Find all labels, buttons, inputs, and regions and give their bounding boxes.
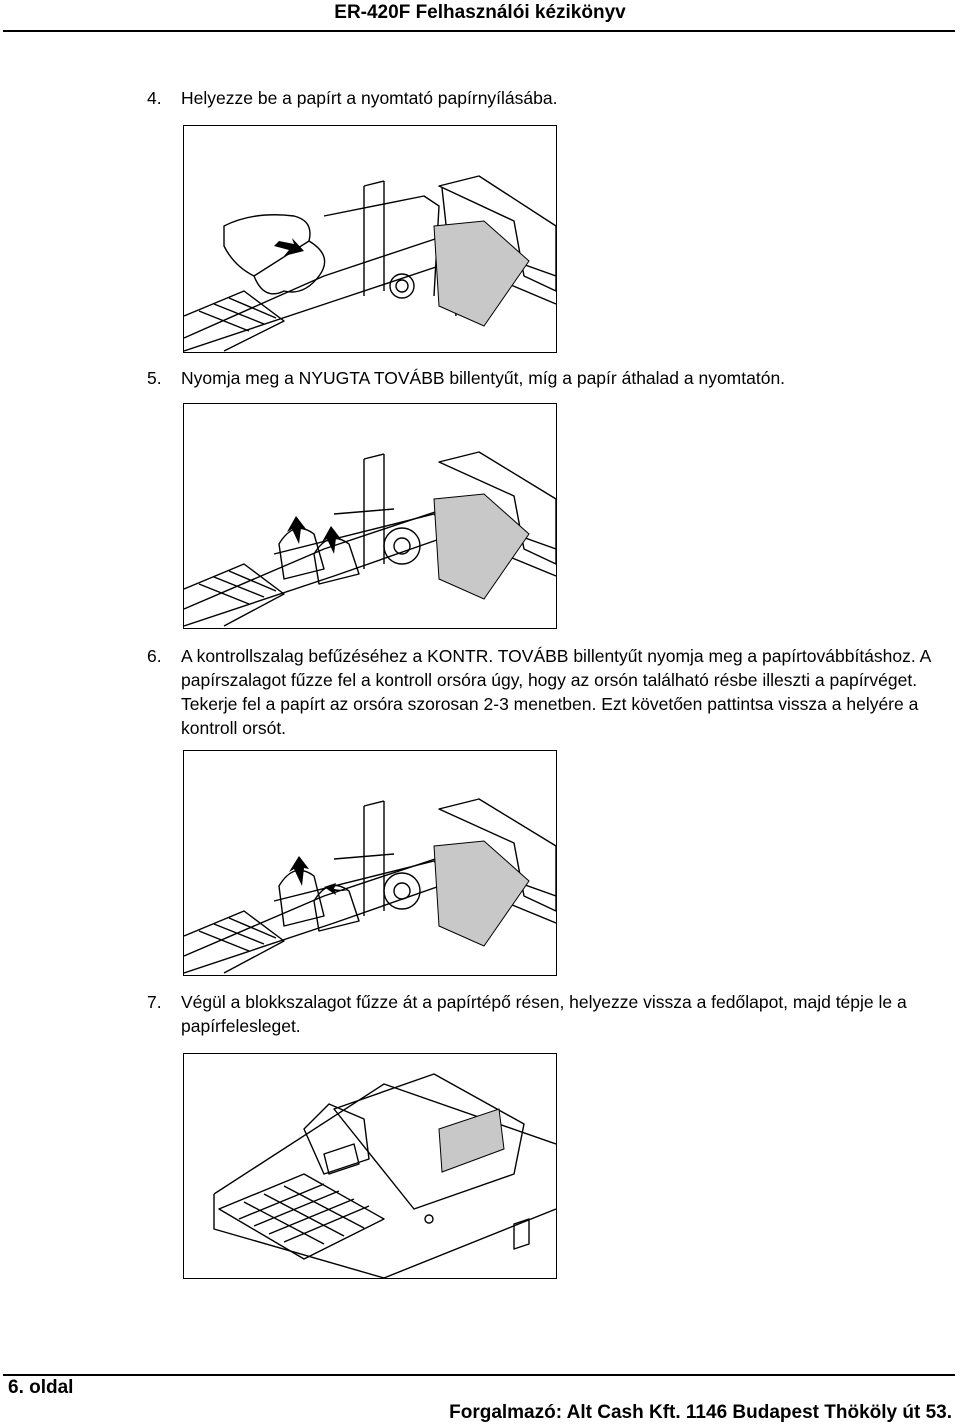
page-header-title: ER-420F Felhasználói kézikönyv xyxy=(334,2,626,23)
step-number: 6. xyxy=(147,646,162,666)
footer-distributor: Forgalmazó: Alt Cash Kft. 1146 Budapest Thököly út 53. xyxy=(449,1402,952,1423)
step-number: 5. xyxy=(147,368,162,388)
footer-divider xyxy=(3,1374,955,1376)
printer-illustration-feed xyxy=(184,404,556,628)
step-text: Végül a blokkszalagot fűzze át a papírtépő résen, helyezze vissza a fedőlapot, majd tépje le a papírfelesleget. xyxy=(181,992,907,1036)
cash-register-illustration xyxy=(184,1054,556,1278)
step-text: Helyezze be a papírt a nyomtató papírnyílásába. xyxy=(181,88,558,108)
step-text: A kontrollszalag befűzéséhez a KONTR. TOVÁBB billentyűt nyomja meg a papírtovábbításhoz. A papírszalagot fűzze fel a kontroll orsóra úgy, hogy az orsón található résbe illeszti a papírvéget. Tekerje fel a papírt az orsóra szorosan 2-3 menetben. Ezt követően pattintsa vissza a helyére a kontroll orsót. xyxy=(181,646,931,738)
figure-feed-receipt xyxy=(183,403,557,629)
step-number: 4. xyxy=(147,88,162,108)
step-7 xyxy=(147,990,957,1038)
step-6 xyxy=(147,644,957,740)
step-5 xyxy=(147,366,957,390)
step-number: 7. xyxy=(147,992,162,1012)
step-4 xyxy=(147,86,957,110)
figure-insert-paper xyxy=(183,125,557,353)
page-number: 6. oldal xyxy=(8,1377,74,1398)
step-text: Nyomja meg a NYUGTA TOVÁBB billentyűt, míg a papír áthalad a nyomtatón. xyxy=(181,368,786,388)
printer-illustration-insert xyxy=(184,126,556,352)
printer-illustration-journal xyxy=(184,751,556,975)
figure-closed-register xyxy=(183,1053,557,1279)
header-divider xyxy=(3,30,955,32)
figure-journal-spool xyxy=(183,750,557,976)
